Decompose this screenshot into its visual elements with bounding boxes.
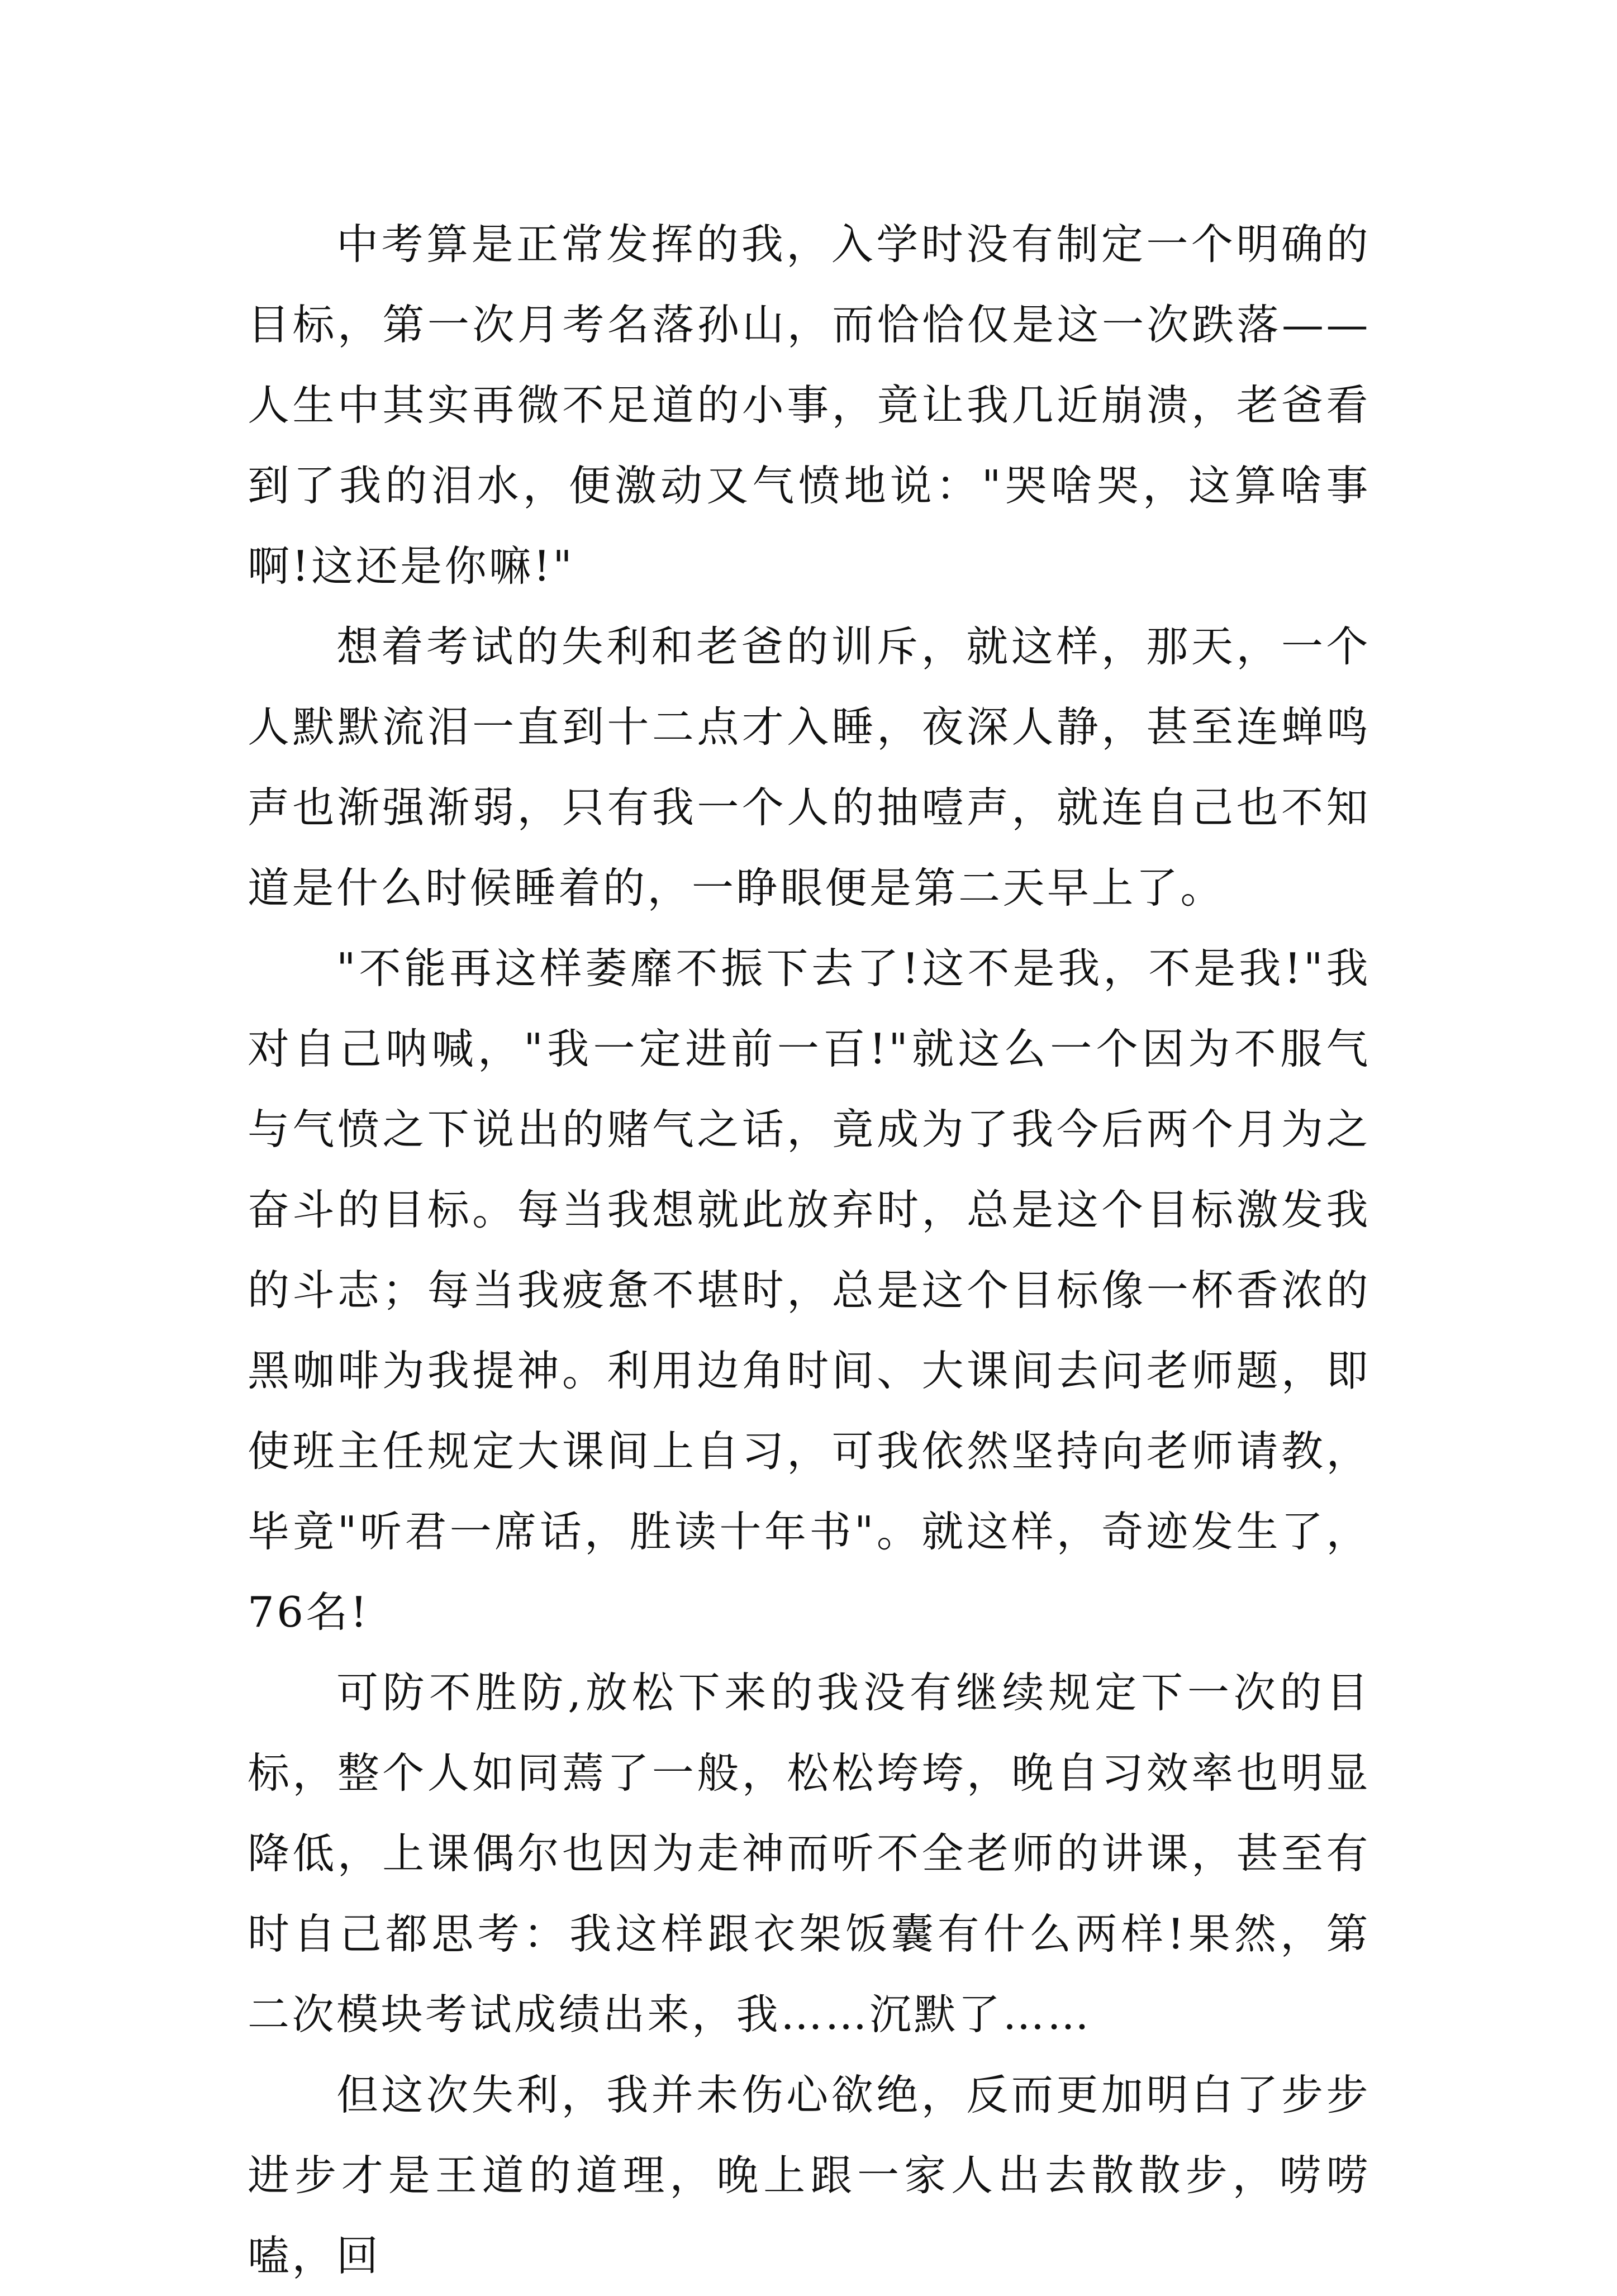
document-body <box>248 204 1371 2296</box>
paragraph-2: 想着考试的失利和老爸的训斥，就这样，那天，一个人默默流泪一直到十二点才入睡，夜深人静，甚至连蝉鸣声也渐强渐弱，只有我一个人的抽噎声，就连自己也不知道是什么时候睡着的，一睁眼便是第二天早上了。 <box>248 622 1371 912</box>
paragraph-5: 但这次失利，我并未伤心欲绝，反而更加明白了步步进步才是王道的道理，晚上跟一家人出去散散步，唠唠嗑，回 <box>248 2070 1371 2280</box>
paragraph-1: 中考算是正常发挥的我，入学时没有制定一个明确的目标，第一次月考名落孙山，而恰恰仅是这一次跌落——人生中其实再微不足道的小事，竟让我几近崩溃，老爸看到了我的泪水，便激动又气愤地说："哭啥哭，这算啥事啊!这还是你嘛!" <box>248 220 1371 591</box>
paragraph-4: 可防不胜防,放松下来的我没有继续规定下一次的目标，整个人如同蔫了一般，松松垮垮，晚自习效率也明显降低，上课偶尔也因为走神而听不全老师的讲课，甚至有时自己都思考：我这样跟衣架饭囊有什么两样!果然，第二次模块考试成绩出来，我……沉默了…… <box>248 1668 1371 2039</box>
paragraph-3: "不能再这样萎靡不振下去了!这不是我，不是我!"我对自己呐喊，"我一定进前一百!"就这么一个因为不服气与气愤之下说出的赌气之话，竟成为了我今后两个月为之奋斗的目标。每当我想就此放弃时，总是这个目标激发我的斗志；每当我疲惫不堪时，总是这个目标像一杯香浓的黑咖啡为我提神。利用边角时间、大课间去问老师题，即使班主任规定大课间上自习，可我依然坚持向老师请教，毕竟"听君一席话，胜读十年书"。就这样，奇迹发生了，76名! <box>248 944 1371 1637</box>
